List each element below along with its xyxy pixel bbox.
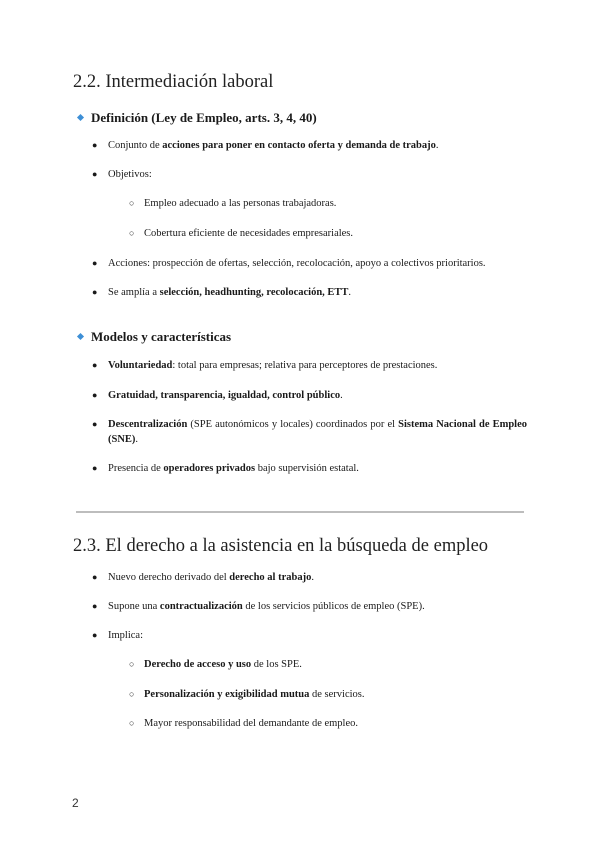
bullet-icon: ● bbox=[92, 419, 98, 429]
bullet-icon: ● bbox=[92, 572, 98, 582]
bullet-icon: ● bbox=[92, 360, 98, 370]
list-item: ● Gratuidad, transparencia, igualdad, control público. bbox=[92, 390, 343, 401]
list-item: ● Nuevo derecho derivado del derecho al trabajo. bbox=[92, 572, 314, 583]
bullet-icon: ● bbox=[92, 169, 98, 179]
bullet-icon: ● bbox=[92, 601, 98, 611]
bullet-icon: ● bbox=[92, 140, 98, 150]
circle-bullet-icon: ○ bbox=[129, 689, 135, 699]
section-heading-derecho-asistencia: 2.3. El derecho a la asistencia en la búsqueda de empleo bbox=[73, 536, 489, 556]
list-item: ● Se amplía a selección, headhunting, recolocación, ETT. bbox=[92, 287, 352, 298]
list-item: ● Implica: bbox=[92, 630, 143, 641]
subheading-definicion: Definición (Ley de Empleo, arts. 3, 4, 40) bbox=[78, 110, 317, 126]
diamond-bullet-icon bbox=[77, 333, 84, 340]
circle-bullet-icon: ○ bbox=[129, 198, 135, 208]
bullet-icon: ● bbox=[92, 287, 98, 297]
diamond-bullet-icon bbox=[77, 114, 84, 121]
list-subitem: ○ Derecho de acceso y uso de los SPE. bbox=[129, 659, 302, 670]
list-item: ● Voluntariedad: total para empresas; relativa para perceptores de prestaciones. bbox=[92, 360, 438, 371]
list-item: ● Descentralización (SPE autonómicos y locales) coordinados por el Sistema Nacional de Empleo (SNE). bbox=[92, 419, 527, 445]
list-item: ● Acciones: prospección de ofertas, selección, recolocación, apoyo a colectivos prioritarios. bbox=[92, 258, 486, 269]
bullet-icon: ● bbox=[92, 390, 98, 400]
section-heading-intermediacion: 2.2. Intermediación laboral bbox=[73, 72, 274, 92]
list-item: ● Conjunto de acciones para poner en contacto oferta y demanda de trabajo. bbox=[92, 140, 439, 151]
bullet-icon: ● bbox=[92, 630, 98, 640]
bullet-icon: ● bbox=[92, 258, 98, 268]
list-subitem: ○ Empleo adecuado a las personas trabajadoras. bbox=[129, 198, 337, 209]
list-item: ● Objetivos: bbox=[92, 169, 152, 180]
list-subitem: ○ Mayor responsabilidad del demandante de empleo. bbox=[129, 718, 359, 729]
circle-bullet-icon: ○ bbox=[129, 228, 135, 238]
subheading-modelos: Modelos y características bbox=[78, 329, 231, 345]
list-item: ● Supone una contractualización de los servicios públicos de empleo (SPE). bbox=[92, 601, 425, 612]
list-subitem: ○ Personalización y exigibilidad mutua de servicios. bbox=[129, 689, 365, 700]
list-subitem: ○ Cobertura eficiente de necesidades empresariales. bbox=[129, 228, 354, 239]
bullet-icon: ● bbox=[92, 463, 98, 473]
circle-bullet-icon: ○ bbox=[129, 718, 135, 728]
page-number: 2 bbox=[72, 796, 79, 810]
circle-bullet-icon: ○ bbox=[129, 659, 135, 669]
horizontal-divider bbox=[76, 511, 524, 513]
list-item: ● Presencia de operadores privados bajo supervisión estatal. bbox=[92, 463, 359, 474]
